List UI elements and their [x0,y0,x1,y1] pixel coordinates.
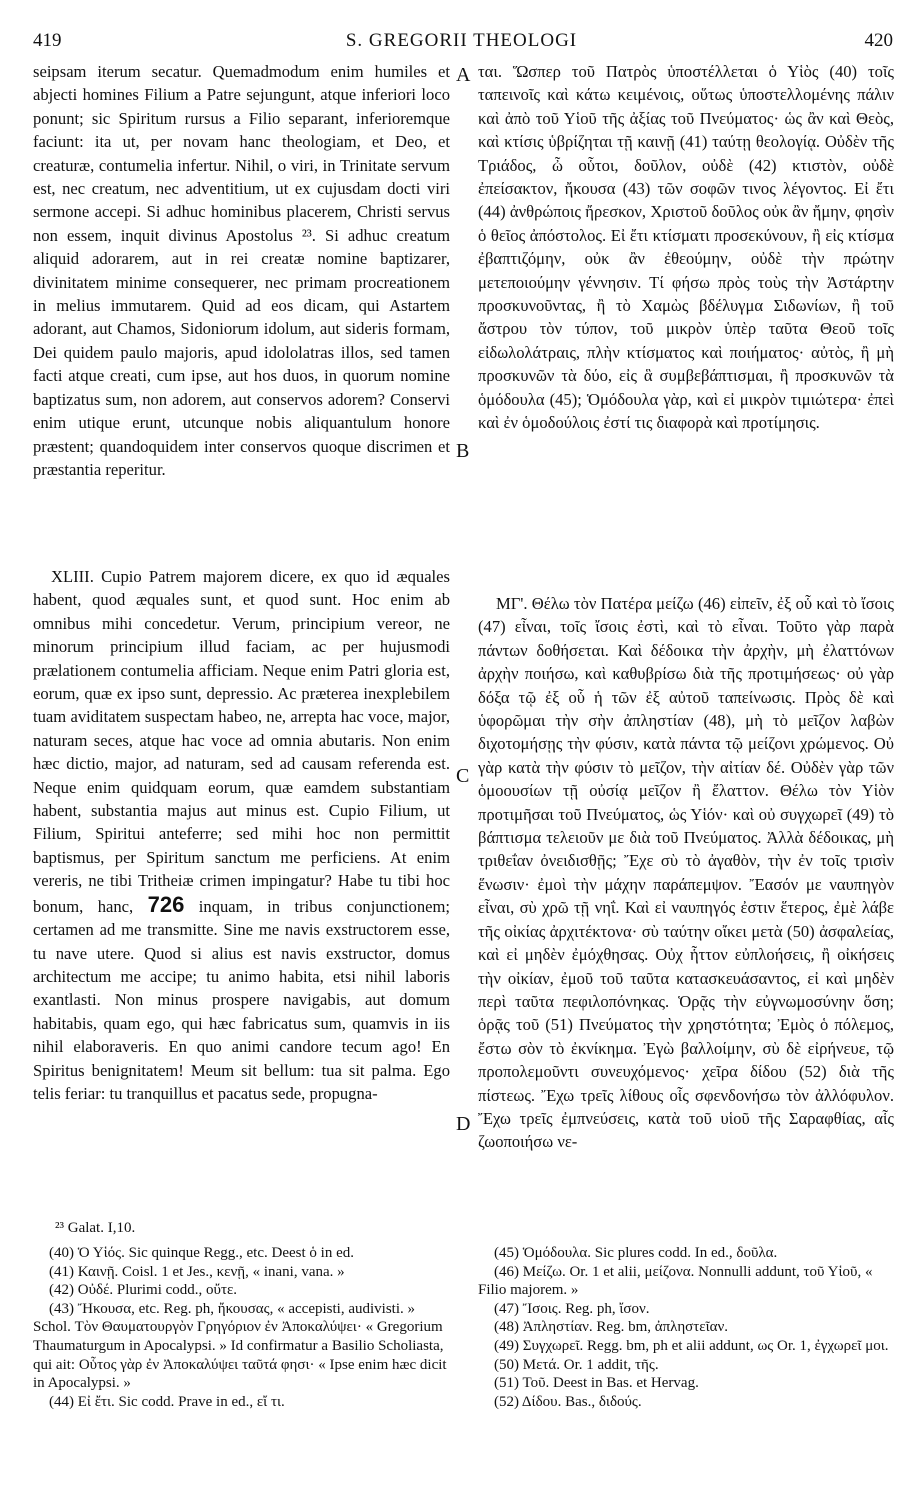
latin-paragraph-1: seipsam iterum secatur. Quemadmodum enim humiles et abjecti homines Filium a Patre sejungunt, atque inferiori loco ponunt; sic Spiritum rursus a Filio separant, inferioremque faciunt: ita ut, per novam hanc theologiam, et Deo, et creaturæ, contumelia infertur. Nihil, o viri, in Trinitate servum est, nec creatum, nec adventitium, ut ex cujusdam docti viri sermone accepi. Si adhuc hominibus placerem, Christi servus non essem, inquit divinus Apostolus ²³. Si adhuc creatum aliquid adorarem, aut in rei creatæ nomine baptizarer, divinitatem minime consequerer, nec primam procreationem in melius immutarem. Quid ad eos dicam, qui Astartem adorant, aut Chamos, Sidoniorum idolum, aut sideris formam, Dei quidem paulo majoris, apud idololatras illos, sed tamen facti atque creati, cum ipse, aut hos duos, in quorum nomine baptizatus sum, non adorem, aut conservos adorem? Conservi enim utique erunt, utcunque nobis aliquantulum honore præstent; quandoquidem inter conservos quoque discrimen et præstantia reperitur. [33,62,450,479]
note-42: (42) Οὐδέ. Plurimi codd., οὔτε. [49,1282,238,1299]
running-title: S. GREGORII THEOLOGI [345,30,578,51]
latin-paragraph-2-text: XLIII. Cupio Patrem majorem dicere, ex quo id æquales habent, quod æquales sunt, et quod sunt. Hoc enim ab omnibus mihi concedetur. Verum, principium vereor, ne minorum principium illud faciam, ac per hujusmodi prælationem contumelia afficiam. Neque enim Patri gloria est, eorum, quæ ex ipso sunt, depressio. Ac præterea inexplebilem tuam aviditatem suspectam habeo, ne, arrepta hac voce, major, naturam seces, atque hac voce ad omnia abutaris. Non enim hæc dictio, major, ad naturam, sed ad causam referenda est. Neque enim quidquam eorum, quæ eamdem substantiam habent, substantia majus aut minus est. Cupio Filium, ut Filium, Spiritui anteferre; sed mihi hoc non permittit baptismus, per Spiritum sanctum me perficiens. At enim vereris, ne tibi Tritheiæ crimen impingatur? Habe tu tibi hoc bonum, hanc, [33,567,450,916]
margin-marker-c: C [456,765,470,787]
latin-column-top [33,60,450,481]
page-number-left: 419 [33,30,62,51]
note-46: (46) Μείζω. Or. 1 et alii, μείζονα. Nonnulli addunt, τοῦ Υἱοῦ, « Filio majorem. » [478,1263,873,1299]
latin-paragraph-2 [33,565,450,1105]
greek-paragraph-2: ΜΓ'. Θέλω τὸν Πατέρα μείζω (46) εἰπεῖν, ἐξ οὗ καὶ τὸ ἴσοις (47) εἶναι, τοῖς ἴσοις ἐστὶ, καὶ τὸ εἶναι. Τοῦτο γὰρ παρὰ πάντων δοθήσεται. Καὶ δέδοικα τὴν ἀρχὴν, μὴ ἐλαττόνων ἀρχὴν ποιήσω, καὶ καθυβρίσω διὰ τῆς προτιμήσεως· οὐ γὰρ δόξα τῷ ἐξ οὗ ἡ τῶν ἐξ αὐτοῦ ταπείνωσις. Πρὸς δὲ καὶ ὑφορῶμαι τὴν σὴν ἀπληστίαν (48), μὴ τὸ μεῖζον λαβὼν διχοτομήσῃς τὴν φύσιν, κατὰ πάντα τῷ μείζονι χρώμενος. Οὐ γὰρ κατὰ τὴν φύσιν τὸ μεῖζον, τὴν αἰτίαν δέ. Οὐδὲν γὰρ τῶν ὁμοουσίων τῇ οὐσίᾳ μεῖζον ἢ ἔλαττον. Θέλω τὸν Υἱὸν προτιμῆσαι τοῦ Πνεύματος, ὡς Υἱόν· καὶ οὐ συγχωρεῖ (49) τὸ βάπτισμα τελειοῦν με διὰ τοῦ Πνεύματος. Ἀλλὰ δέδοικας, μὴ τριθεΐαν ὀνειδισθῇς; Ἔχε σὺ τὸ ἀγαθὸν, τὴν ἐν τοῖς τρισὶν ἕνωσιν· ἐμοὶ τὴν μάχην παράπεμψον. Ἔασόν με ναυπηγὸν εἶναι, σὺ χρῶ τῇ νηΐ. Καὶ εἰ ναυπηγός ἐστιν ἕτερος, ἐμὲ λάβε τῆς οἰκίας ἀρχιτέκτονα· σὺ ταύτην οἴκει μετὰ (50) ἀσφαλείας, καὶ εἰ μηδὲν ἐμόχθησας. Οὐχ ἧττον εὐπλοήσεις, ἢ οἰκήσεις τὴν οἰκίαν, ἐμοῦ τοῦ ταῦτα κατασκευάσαντος, εἰ καὶ μηδὲν περὶ ταῦτα πεφιλοπόνηκας. Ὁρᾷς τὴν εὐγνωμοσύνην ὅση; ὁρᾷς τοῦ (51) Πνεύματος τὴν χρηστότητα; Ἐμὸς ὁ πόλεμος, ἔστω σὸν τὸ ἐκνίκημα. Ἐγὼ βαλλοίμην, σὺ δὲ εἰρήνευε, τῷ προπολεμοῦντι συνευχόμενος· χεῖρα δίδου (52) διὰ τῆς πίστεως. Ἔχω τρεῖς λίθους οἷς σφενδονήσω τὸν ἀλλόφυλον. Ἔχω τρεῖς ἐμπνεύσεις, κατὰ τοῦ υἱοῦ τῆς Σαραφθίας, αἷς ζωοποιήσω νε- [478,594,894,1152]
note-40: (40) Ὁ Υἱός. Sic quinque Regg., etc. Deest ὁ in ed. [49,1245,354,1261]
greek-column-bottom [478,592,894,1154]
latin-column-bottom [33,565,450,1105]
margin-marker-d: D [456,1113,471,1135]
margin-marker-a: A [456,64,471,86]
greek-paragraph-1: ται. Ὥσπερ τοῦ Πατρὸς ὑποστέλλεται ὁ Υἱὸς (40) τοῖς ταπεινοῖς καὶ κάτω κειμένοις, οὕτως ὑποστελλομένης πάλιν καὶ ἀπὸ τοῦ Υἱοῦ τῆς ἀξίας τοῦ Πνεύματος· ὡς ἂν καὶ Θεὸς, καὶ κτίσις ὑβρίζηται τῇ καινῇ (41) ταύτῃ θεολογίᾳ. Οὐδὲν τῆς Τριάδος, ὦ οὗτοι, δοῦλον, οὐδὲ (42) κτιστὸν, οὐδὲ ἐπείσακτον, ἤκουσα (43) τῶν σοφῶν τινος λέγοντος. Εἰ ἔτι (44) ἀνθρώποις ἤρεσκον, Χριστοῦ δοῦλος οὐκ ἂν ἤμην, φησὶν ὁ θεῖος ἀπόστολος. Εἰ ἔτι κτίσματι προσεκύνουν, ἢ εἰς κτίσμα ἐβαπτιζόμην, οὐκ ἂν ἐθεούμην, οὐδὲ τὴν πρώτην μετεποιούμην γέννησιν. Τί φήσω πρὸς τοὺς τὴν Ἀστάρτην προσκυνοῦντας, ἢ τὸ Χαμὼς βδέλυγμα Σιδωνίων, ἢ τοῦ ἄστρου τὸν τύπον, τοῦ μικρὸν ὑπὲρ ταῦτα Θεοῦ τοῖς εἰδωλολάτραις, πλὴν κτίσματος καὶ ποιήματος· αὐτὸς, ἢ μὴ προσκυνῶν τὰ δύο, εἰς ἃ συμβεβάπτισμαι, ἢ προσκυνῶν τὰ ὁμόδουλα (45); Ὁμόδουλα γὰρ, καὶ εἰ μικρὸν τιμιώτερα· ἐπεὶ καὶ ἐν ὁμοδούλοις ἐστί τις διαφορὰ καὶ προτίμησις. [478,62,894,433]
column-number-726: 726 [147,891,185,917]
note-49: (49) Συγχωρεῖ. Regg. bm, ph et alii addunt, ως Or. 1, ἐγχωρεῖ μοι. [494,1337,889,1354]
note-50: (50) Μετά. Or. 1 addit, τῆς. [494,1356,659,1373]
page-header [0,30,923,54]
note-44: (44) Εἰ ἔτι. Sic codd. Prave in ed., εἴ τι. [49,1393,285,1410]
critical-notes-right [478,1244,894,1411]
greek-column-top [478,60,894,435]
note-43: (43) Ἤκουσα, etc. Reg. ph, ἤκουσας, « accepisti, audivisti. » Schol. Τὸν Θαυματουργὸν Γρηγόριον ἐν Ἀποκαλύψει· « Gregorium Thaumaturgum in Apocalypsi. » Id confirmatur a Basilio Scholiasta, qui ait: Οὗτος γὰρ ἐν Ἀποκαλύψει ταῦτά φησι· « Ipse enim hæc dicit in Apocalypsi. » [33,1300,447,1392]
latin-paragraph-2-continued: inquam, in tribus conjunctionem; certamen ad me transmitte. Sine me navis exstructorem esse, tu nave utere. Quod si alius est navis exstructor, domus architectum me accipe; tu animo habita, etsi nihil laboris exantlasti. Non minus prospere navigabis, aut domum habitabis, quam ego, qui hæc fabricatus sum, quamvis in iis nihil elaboraveris. En quo animi candore tecum ago! En Spiritus benignitatem! Meum sit bellum: tua sit palma. Ego telis feriar: tu tranquillus et pacatus sede, propugna- [33,896,450,1103]
note-41: (41) Καινῇ. Coisl. 1 et Jes., κενῇ, « inani, vana. » [49,1263,345,1280]
critical-notes-left [33,1244,453,1411]
scripture-footnote: ²³ Galat. I,10. [55,1220,136,1236]
note-52: (52) Δίδου. Bas., διδούς. [494,1393,642,1410]
note-48: (48) Ἀπληστίαν. Reg. bm, ἀπληστεῖαν. [494,1319,729,1336]
note-51: (51) Τοῦ. Deest in Bas. et Hervag. [494,1375,699,1392]
page-number-right: 420 [864,30,893,51]
margin-marker-b: B [456,440,470,462]
note-45: (45) Ὁμόδουλα. Sic plures codd. In ed., δοῦλα. [494,1245,778,1261]
note-47: (47) Ἴσοις. Reg. ph, ἴσον. [494,1300,650,1317]
